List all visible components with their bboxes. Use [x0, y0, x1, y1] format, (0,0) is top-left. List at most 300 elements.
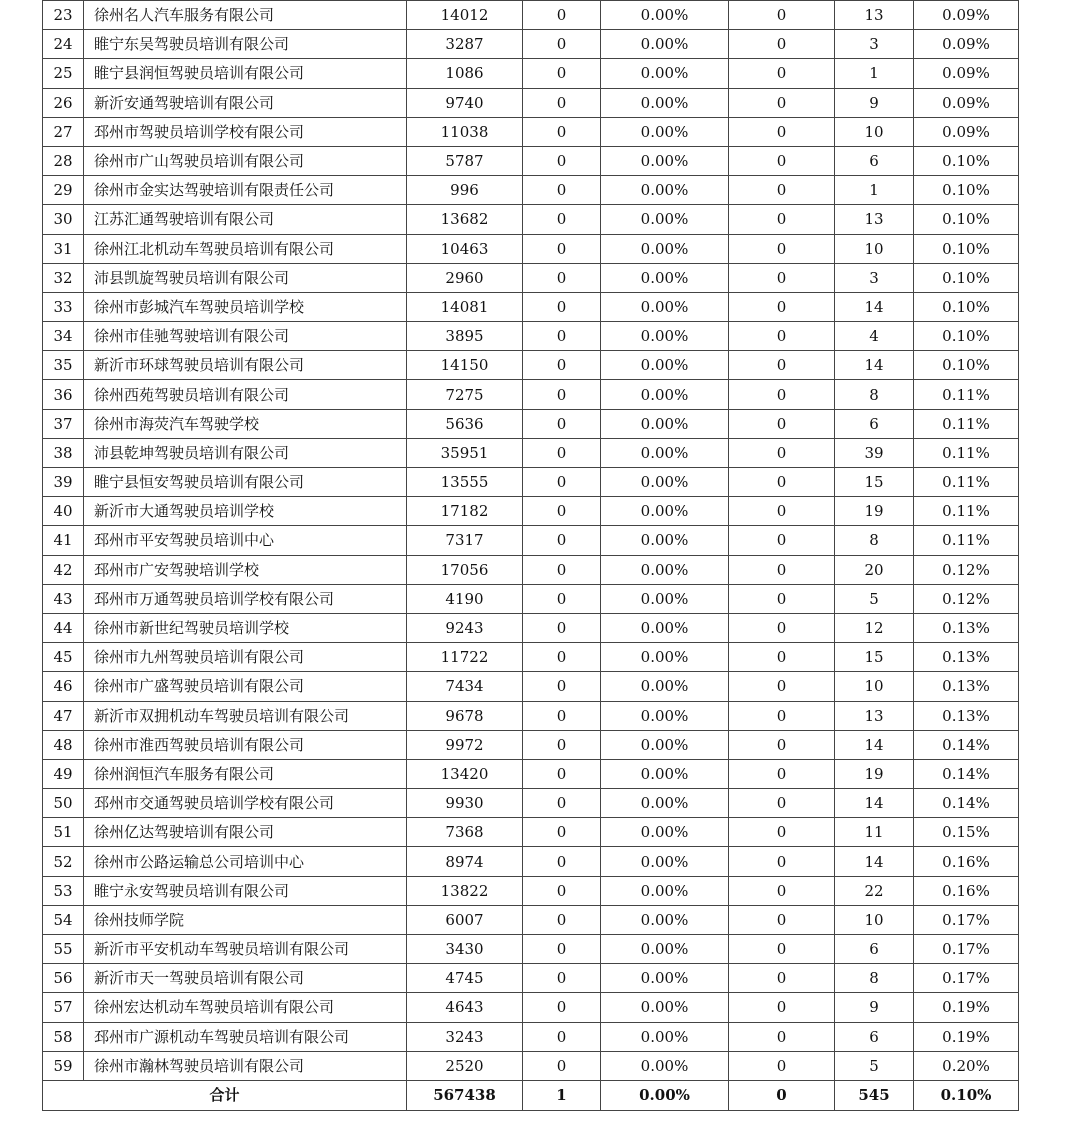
count-a-cell: 0 [523, 1022, 601, 1051]
trainee-count-cell: 14150 [407, 351, 523, 380]
count-a-cell: 0 [523, 351, 601, 380]
row-index-cell: 48 [43, 730, 84, 759]
rate-c-cell: 0.14% [914, 730, 1019, 759]
trainee-count-cell: 7317 [407, 526, 523, 555]
count-b-cell: 0 [729, 380, 835, 409]
rate-a-cell: 0.00% [601, 205, 729, 234]
row-index-cell: 42 [43, 555, 84, 584]
rate-a-cell: 0.00% [601, 993, 729, 1022]
rate-c-cell: 0.10% [914, 234, 1019, 263]
count-c-cell: 8 [835, 526, 914, 555]
rate-a-cell: 0.00% [601, 322, 729, 351]
row-index-cell: 24 [43, 30, 84, 59]
rate-a-cell: 0.00% [601, 964, 729, 993]
school-name-cell: 徐州市佳驰驾驶培训有限公司 [84, 322, 407, 351]
trainee-count-cell: 8974 [407, 847, 523, 876]
school-name-cell: 徐州润恒汽车服务有限公司 [84, 759, 407, 788]
count-c-cell: 14 [835, 351, 914, 380]
school-name-cell: 邳州市广源机动车驾驶员培训有限公司 [84, 1022, 407, 1051]
count-a-cell: 0 [523, 117, 601, 146]
rate-a-cell: 0.00% [601, 789, 729, 818]
table-row [43, 701, 1019, 730]
count-b-cell: 0 [729, 526, 835, 555]
table-row [43, 1022, 1019, 1051]
rate-c-cell: 0.19% [914, 993, 1019, 1022]
school-name-cell: 徐州市彭城汽车驾驶员培训学校 [84, 292, 407, 321]
count-a-cell: 0 [523, 876, 601, 905]
rate-c-cell: 0.16% [914, 847, 1019, 876]
rate-c-cell: 0.10% [914, 351, 1019, 380]
rate-a-cell: 0.00% [601, 176, 729, 205]
count-b-cell: 0 [729, 234, 835, 263]
rate-c-cell: 0.11% [914, 526, 1019, 555]
count-a-cell: 0 [523, 701, 601, 730]
count-a-cell: 0 [523, 146, 601, 175]
count-b-cell: 0 [729, 643, 835, 672]
count-b-cell: 0 [729, 322, 835, 351]
rate-a-cell: 0.00% [601, 701, 729, 730]
rate-a-cell: 0.00% [601, 759, 729, 788]
trainee-count-cell: 14081 [407, 292, 523, 321]
rate-c-cell: 0.10% [914, 322, 1019, 351]
count-c-cell: 14 [835, 847, 914, 876]
trainee-count-cell: 9972 [407, 730, 523, 759]
count-b-cell: 0 [729, 30, 835, 59]
count-c-cell: 13 [835, 1, 914, 30]
rate-a-cell: 0.00% [601, 351, 729, 380]
count-a-cell: 0 [523, 59, 601, 88]
count-c-cell: 9 [835, 993, 914, 1022]
rate-a-cell: 0.00% [601, 643, 729, 672]
count-c-cell: 5 [835, 584, 914, 613]
school-name-cell: 江苏汇通驾驶培训有限公司 [84, 205, 407, 234]
rate-c-cell: 0.19% [914, 1022, 1019, 1051]
count-a-cell: 0 [523, 555, 601, 584]
school-name-cell: 睢宁东吴驾驶员培训有限公司 [84, 30, 407, 59]
count-c-cell: 15 [835, 643, 914, 672]
count-a-cell: 0 [523, 88, 601, 117]
count-b-cell: 0 [729, 146, 835, 175]
school-name-cell: 邳州市交通驾驶员培训学校有限公司 [84, 789, 407, 818]
row-index-cell: 57 [43, 993, 84, 1022]
table-row [43, 1051, 1019, 1080]
count-c-cell: 13 [835, 205, 914, 234]
trainee-count-cell: 3430 [407, 935, 523, 964]
rate-a-cell: 0.00% [601, 818, 729, 847]
row-index-cell: 51 [43, 818, 84, 847]
count-a-cell: 0 [523, 30, 601, 59]
trainee-count-cell: 9678 [407, 701, 523, 730]
school-name-cell: 徐州江北机动车驾驶员培训有限公司 [84, 234, 407, 263]
count-c-cell: 15 [835, 468, 914, 497]
table-row [43, 555, 1019, 584]
count-c-cell: 39 [835, 438, 914, 467]
count-c-cell: 6 [835, 935, 914, 964]
count-b-cell: 0 [729, 438, 835, 467]
table-row [43, 789, 1019, 818]
count-c-cell: 9 [835, 88, 914, 117]
rate-c-cell: 0.11% [914, 468, 1019, 497]
rate-a-cell: 0.00% [601, 672, 729, 701]
row-index-cell: 59 [43, 1051, 84, 1080]
trainee-count-cell: 35951 [407, 438, 523, 467]
trainee-count-cell: 11038 [407, 117, 523, 146]
count-b-cell: 0 [729, 730, 835, 759]
rate-c-cell: 0.17% [914, 905, 1019, 934]
table-row [43, 30, 1019, 59]
count-a-cell: 0 [523, 935, 601, 964]
count-a-cell: 0 [523, 613, 601, 642]
rate-c-cell: 0.11% [914, 409, 1019, 438]
row-index-cell: 50 [43, 789, 84, 818]
rate-c-cell: 0.15% [914, 818, 1019, 847]
count-a-cell: 0 [523, 730, 601, 759]
school-name-cell: 沛县凯旋驾驶员培训有限公司 [84, 263, 407, 292]
school-name-cell: 睢宁县润恒驾驶员培训有限公司 [84, 59, 407, 88]
table-row [43, 497, 1019, 526]
row-index-cell: 34 [43, 322, 84, 351]
rate-c-cell: 0.09% [914, 59, 1019, 88]
count-a-cell: 0 [523, 205, 601, 234]
row-index-cell: 44 [43, 613, 84, 642]
table-row [43, 730, 1019, 759]
count-c-cell: 10 [835, 117, 914, 146]
count-b-cell: 0 [729, 205, 835, 234]
school-name-cell: 徐州名人汽车服务有限公司 [84, 1, 407, 30]
count-a-cell: 0 [523, 847, 601, 876]
row-index-cell: 26 [43, 88, 84, 117]
rate-a-cell: 0.00% [601, 847, 729, 876]
count-c-cell: 6 [835, 146, 914, 175]
count-a-cell: 0 [523, 672, 601, 701]
trainee-count-cell: 7275 [407, 380, 523, 409]
rate-c-cell: 0.14% [914, 789, 1019, 818]
count-a-cell: 0 [523, 234, 601, 263]
count-a-cell: 0 [523, 905, 601, 934]
count-c-cell: 5 [835, 1051, 914, 1080]
trainee-count-cell: 11722 [407, 643, 523, 672]
count-b-cell: 0 [729, 292, 835, 321]
school-name-cell: 新沂市环球驾驶员培训有限公司 [84, 351, 407, 380]
trainee-count-cell: 17182 [407, 497, 523, 526]
school-name-cell: 徐州西苑驾驶员培训有限公司 [84, 380, 407, 409]
total-count-b: 0 [729, 1080, 835, 1110]
rate-a-cell: 0.00% [601, 1, 729, 30]
trainee-count-cell: 9740 [407, 88, 523, 117]
count-b-cell: 0 [729, 497, 835, 526]
total-trainees: 567438 [407, 1080, 523, 1110]
school-name-cell: 新沂市平安机动车驾驶员培训有限公司 [84, 935, 407, 964]
rate-a-cell: 0.00% [601, 730, 729, 759]
school-name-cell: 睢宁永安驾驶员培训有限公司 [84, 876, 407, 905]
rate-c-cell: 0.13% [914, 643, 1019, 672]
rate-a-cell: 0.00% [601, 468, 729, 497]
count-c-cell: 20 [835, 555, 914, 584]
row-index-cell: 58 [43, 1022, 84, 1051]
count-a-cell: 0 [523, 1, 601, 30]
table-row [43, 643, 1019, 672]
count-a-cell: 0 [523, 526, 601, 555]
driving-school-table [42, 0, 1019, 1111]
rate-c-cell: 0.11% [914, 497, 1019, 526]
rate-a-cell: 0.00% [601, 263, 729, 292]
table-row [43, 847, 1019, 876]
count-a-cell: 0 [523, 964, 601, 993]
count-c-cell: 10 [835, 905, 914, 934]
school-name-cell: 徐州市九州驾驶员培训有限公司 [84, 643, 407, 672]
row-index-cell: 27 [43, 117, 84, 146]
rate-c-cell: 0.09% [914, 88, 1019, 117]
trainee-count-cell: 6007 [407, 905, 523, 934]
school-name-cell: 睢宁县恒安驾驶员培训有限公司 [84, 468, 407, 497]
row-index-cell: 46 [43, 672, 84, 701]
count-c-cell: 1 [835, 59, 914, 88]
count-b-cell: 0 [729, 993, 835, 1022]
table-row [43, 117, 1019, 146]
trainee-count-cell: 10463 [407, 234, 523, 263]
table-row [43, 146, 1019, 175]
rate-a-cell: 0.00% [601, 409, 729, 438]
trainee-count-cell: 4190 [407, 584, 523, 613]
school-name-cell: 徐州亿达驾驶培训有限公司 [84, 818, 407, 847]
count-c-cell: 1 [835, 176, 914, 205]
count-a-cell: 0 [523, 176, 601, 205]
rate-a-cell: 0.00% [601, 146, 729, 175]
rate-a-cell: 0.00% [601, 438, 729, 467]
trainee-count-cell: 7434 [407, 672, 523, 701]
count-a-cell: 0 [523, 263, 601, 292]
total-label: 合计 [43, 1080, 407, 1110]
trainee-count-cell: 9243 [407, 613, 523, 642]
total-row [43, 1080, 1019, 1110]
row-index-cell: 23 [43, 1, 84, 30]
row-index-cell: 33 [43, 292, 84, 321]
count-a-cell: 0 [523, 468, 601, 497]
trainee-count-cell: 1086 [407, 59, 523, 88]
row-index-cell: 37 [43, 409, 84, 438]
rate-c-cell: 0.12% [914, 584, 1019, 613]
table-row [43, 818, 1019, 847]
school-name-cell: 徐州宏达机动车驾驶员培训有限公司 [84, 993, 407, 1022]
count-a-cell: 0 [523, 818, 601, 847]
school-name-cell: 徐州市公路运输总公司培训中心 [84, 847, 407, 876]
count-c-cell: 22 [835, 876, 914, 905]
table-row [43, 292, 1019, 321]
school-name-cell: 新沂市大通驾驶员培训学校 [84, 497, 407, 526]
rate-c-cell: 0.17% [914, 964, 1019, 993]
school-name-cell: 徐州市海荧汽车驾驶学校 [84, 409, 407, 438]
trainee-count-cell: 7368 [407, 818, 523, 847]
count-a-cell: 0 [523, 1051, 601, 1080]
count-c-cell: 14 [835, 789, 914, 818]
rate-a-cell: 0.00% [601, 613, 729, 642]
trainee-count-cell: 3287 [407, 30, 523, 59]
count-c-cell: 11 [835, 818, 914, 847]
table-row [43, 88, 1019, 117]
count-c-cell: 3 [835, 30, 914, 59]
count-a-cell: 0 [523, 322, 601, 351]
row-index-cell: 32 [43, 263, 84, 292]
count-b-cell: 0 [729, 176, 835, 205]
table-row [43, 59, 1019, 88]
table-row [43, 234, 1019, 263]
school-name-cell: 沛县乾坤驾驶员培训有限公司 [84, 438, 407, 467]
count-b-cell: 0 [729, 1051, 835, 1080]
count-c-cell: 3 [835, 263, 914, 292]
total-rate-c: 0.10% [914, 1080, 1019, 1110]
count-c-cell: 12 [835, 613, 914, 642]
table-row [43, 438, 1019, 467]
school-name-cell: 新沂市双拥机动车驾驶员培训有限公司 [84, 701, 407, 730]
trainee-count-cell: 3895 [407, 322, 523, 351]
trainee-count-cell: 17056 [407, 555, 523, 584]
trainee-count-cell: 5636 [407, 409, 523, 438]
rate-a-cell: 0.00% [601, 905, 729, 934]
rate-c-cell: 0.14% [914, 759, 1019, 788]
count-b-cell: 0 [729, 847, 835, 876]
row-index-cell: 39 [43, 468, 84, 497]
school-name-cell: 徐州市广山驾驶员培训有限公司 [84, 146, 407, 175]
trainee-count-cell: 14012 [407, 1, 523, 30]
count-c-cell: 13 [835, 701, 914, 730]
count-b-cell: 0 [729, 935, 835, 964]
school-name-cell: 徐州市新世纪驾驶员培训学校 [84, 613, 407, 642]
trainee-count-cell: 5787 [407, 146, 523, 175]
rate-c-cell: 0.10% [914, 205, 1019, 234]
count-b-cell: 0 [729, 905, 835, 934]
trainee-count-cell: 9930 [407, 789, 523, 818]
row-index-cell: 38 [43, 438, 84, 467]
table-body [43, 1, 1019, 1081]
trainee-count-cell: 4745 [407, 964, 523, 993]
total-rate-a: 0.00% [601, 1080, 729, 1110]
rate-a-cell: 0.00% [601, 526, 729, 555]
count-b-cell: 0 [729, 263, 835, 292]
school-name-cell: 徐州技师学院 [84, 905, 407, 934]
count-c-cell: 10 [835, 672, 914, 701]
trainee-count-cell: 13420 [407, 759, 523, 788]
row-index-cell: 53 [43, 876, 84, 905]
rate-a-cell: 0.00% [601, 380, 729, 409]
table-row [43, 964, 1019, 993]
count-a-cell: 0 [523, 993, 601, 1022]
rate-c-cell: 0.10% [914, 176, 1019, 205]
total-count-c: 545 [835, 1080, 914, 1110]
row-index-cell: 55 [43, 935, 84, 964]
count-a-cell: 0 [523, 497, 601, 526]
count-c-cell: 8 [835, 380, 914, 409]
table-row [43, 351, 1019, 380]
count-c-cell: 14 [835, 730, 914, 759]
table-row [43, 584, 1019, 613]
school-name-cell: 邳州市万通驾驶员培训学校有限公司 [84, 584, 407, 613]
school-name-cell: 邳州市平安驾驶员培训中心 [84, 526, 407, 555]
total-count-a: 1 [523, 1080, 601, 1110]
rate-c-cell: 0.10% [914, 292, 1019, 321]
rate-a-cell: 0.00% [601, 1051, 729, 1080]
rate-c-cell: 0.09% [914, 117, 1019, 146]
rate-c-cell: 0.11% [914, 438, 1019, 467]
table-row [43, 380, 1019, 409]
table-row [43, 935, 1019, 964]
count-b-cell: 0 [729, 759, 835, 788]
school-name-cell: 徐州市广盛驾驶员培训有限公司 [84, 672, 407, 701]
row-index-cell: 56 [43, 964, 84, 993]
count-b-cell: 0 [729, 351, 835, 380]
row-index-cell: 47 [43, 701, 84, 730]
school-name-cell: 徐州市淮西驾驶员培训有限公司 [84, 730, 407, 759]
rate-c-cell: 0.12% [914, 555, 1019, 584]
count-b-cell: 0 [729, 1, 835, 30]
count-a-cell: 0 [523, 584, 601, 613]
table-row [43, 409, 1019, 438]
rate-a-cell: 0.00% [601, 59, 729, 88]
trainee-count-cell: 13682 [407, 205, 523, 234]
count-c-cell: 19 [835, 497, 914, 526]
trainee-count-cell: 2960 [407, 263, 523, 292]
count-b-cell: 0 [729, 584, 835, 613]
row-index-cell: 43 [43, 584, 84, 613]
school-name-cell: 徐州市金实达驾驶培训有限责任公司 [84, 176, 407, 205]
count-c-cell: 14 [835, 292, 914, 321]
count-a-cell: 0 [523, 438, 601, 467]
rate-c-cell: 0.13% [914, 701, 1019, 730]
count-b-cell: 0 [729, 88, 835, 117]
count-c-cell: 19 [835, 759, 914, 788]
school-name-cell: 新沂市天一驾驶员培训有限公司 [84, 964, 407, 993]
school-name-cell: 新沂安通驾驶培训有限公司 [84, 88, 407, 117]
count-c-cell: 6 [835, 409, 914, 438]
row-index-cell: 36 [43, 380, 84, 409]
count-b-cell: 0 [729, 613, 835, 642]
rate-a-cell: 0.00% [601, 584, 729, 613]
count-b-cell: 0 [729, 876, 835, 905]
count-b-cell: 0 [729, 1022, 835, 1051]
table-row [43, 613, 1019, 642]
count-c-cell: 6 [835, 1022, 914, 1051]
table-row [43, 876, 1019, 905]
count-c-cell: 4 [835, 322, 914, 351]
count-b-cell: 0 [729, 117, 835, 146]
count-b-cell: 0 [729, 468, 835, 497]
count-a-cell: 0 [523, 643, 601, 672]
trainee-count-cell: 4643 [407, 993, 523, 1022]
table-row [43, 672, 1019, 701]
row-index-cell: 40 [43, 497, 84, 526]
rate-c-cell: 0.09% [914, 1, 1019, 30]
rate-a-cell: 0.00% [601, 234, 729, 263]
trainee-count-cell: 996 [407, 176, 523, 205]
count-b-cell: 0 [729, 672, 835, 701]
rate-c-cell: 0.16% [914, 876, 1019, 905]
row-index-cell: 28 [43, 146, 84, 175]
table-row [43, 205, 1019, 234]
row-index-cell: 31 [43, 234, 84, 263]
count-b-cell: 0 [729, 964, 835, 993]
table-row [43, 905, 1019, 934]
row-index-cell: 54 [43, 905, 84, 934]
school-name-cell: 徐州市瀚林驾驶员培训有限公司 [84, 1051, 407, 1080]
rate-a-cell: 0.00% [601, 935, 729, 964]
school-name-cell: 邳州市驾驶员培训学校有限公司 [84, 117, 407, 146]
rate-c-cell: 0.09% [914, 30, 1019, 59]
trainee-count-cell: 13822 [407, 876, 523, 905]
school-name-cell: 邳州市广安驾驶培训学校 [84, 555, 407, 584]
rate-c-cell: 0.20% [914, 1051, 1019, 1080]
rate-c-cell: 0.10% [914, 263, 1019, 292]
rate-c-cell: 0.17% [914, 935, 1019, 964]
table-row [43, 526, 1019, 555]
